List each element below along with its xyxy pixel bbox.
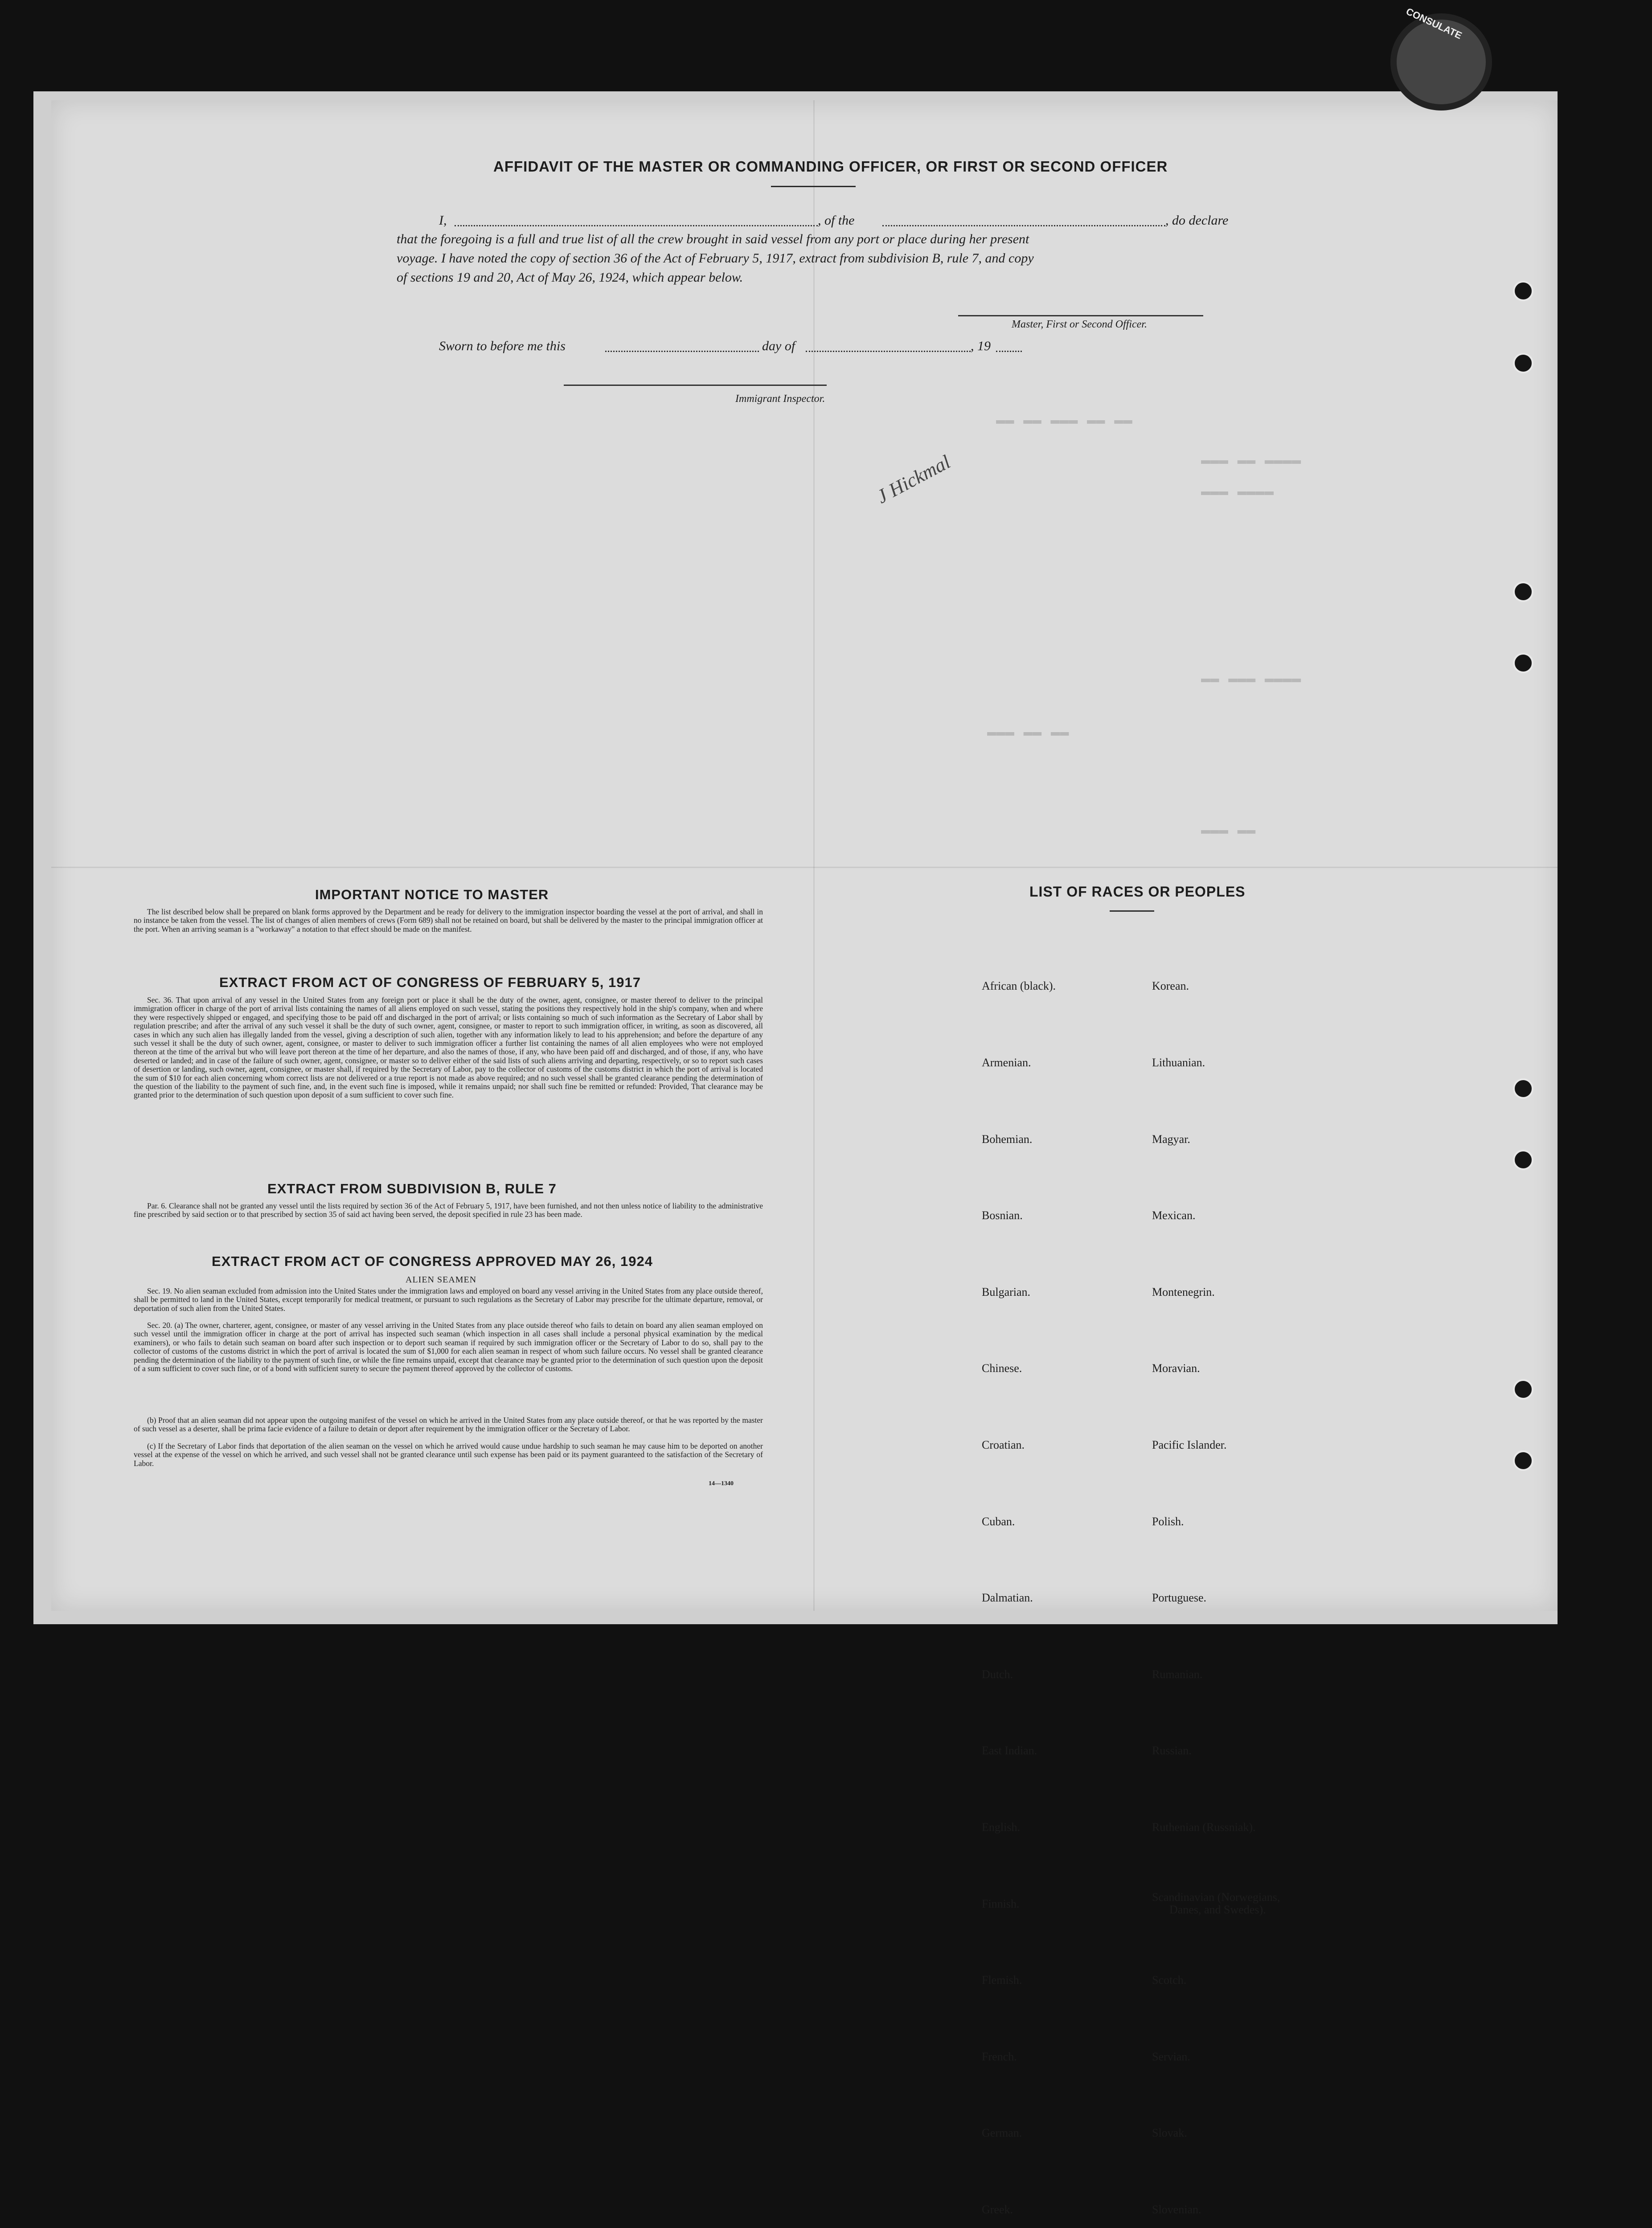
sworn-year: , 19 [971, 339, 991, 353]
fold-line-horizontal [51, 867, 1558, 868]
form-number: 14—1340 [709, 1480, 734, 1487]
vessel-blank[interactable] [882, 225, 1165, 226]
race-item: East Indian. [982, 1744, 1037, 1757]
extract-1924-title: EXTRACT FROM ACT OF CONGRESS APPROVED MAY 26, 1924 [212, 1253, 653, 1269]
race-item: Scandinavian (Norwegians, Danes, and Swedes). [1152, 1890, 1280, 1917]
race-item: Ruthenian (Russniak). [1152, 1820, 1256, 1834]
sec20b-text: (b) Proof that an alien seaman did not appear upon the outgoing manifest of the vessel on which he arrived in the United States from any place outside thereof, or that he was reported by the master of such vessel as a deserter, shall be prima facie evidence of a failure to detain or deport after requirement by the immigration officer or the Secretary of Labor. [134, 1416, 763, 1433]
race-item: Scotch. [1152, 1974, 1187, 1987]
punch-hole [1513, 1379, 1533, 1400]
race-item: Portuguese. [1152, 1591, 1207, 1605]
punch-hole [1513, 653, 1533, 673]
race-item: Russian. [1152, 1744, 1192, 1757]
punch-hole [1513, 281, 1533, 301]
rule7-text: Par. 6. Clearance shall not be granted any vessel until the lists required by section 36 of the Act of February 5, 1917, have been furnished, and not then unless notice of liability to the administrative fine prescribed by said section or to that prescribed by section 35 of said act having been served, the deposit specified in rule 23 has been made. [134, 1201, 763, 1219]
master-signature-line[interactable] [958, 315, 1203, 316]
races-left-column [982, 922, 1056, 2228]
bleed-through-mark: ▬▬▬ ▬▬ ▬▬▬▬ [1201, 452, 1301, 469]
sworn-year-blank[interactable] [996, 351, 1022, 352]
bleed-through-mark: ▬▬▬ ▬▬ ▬▬ [987, 724, 1069, 741]
races-title: LIST OF RACES OR PEOPLES [1029, 884, 1246, 900]
race-item: Montenegrin. [1152, 1285, 1215, 1298]
race-item: Dalmatian. [982, 1591, 1033, 1605]
race-item: Finnish. [982, 1897, 1020, 1910]
race-item: Lithuanian. [1152, 1056, 1205, 1069]
notice-text: The list described below shall be prepared on blank forms approved by the Department and be ready for delivery to the immigration inspector boarding the vessel at the port of arrival, and shall in no instance be taken from the vessel. The list of changes of alien members of crews (Form 689) shall not be retained on board, but shall be delivered by the master to the principal immigration officer at the port. When an arriving seaman is a "workaway" a notation to that effect should be made on the manifest. [134, 907, 763, 934]
sworn-day: day of [762, 339, 795, 353]
affidavit-line1-prefix: I, [439, 213, 447, 228]
race-item: Servian. [1152, 2050, 1190, 2063]
race-item: Croatian. [982, 1438, 1025, 1451]
race-item: Dutch. [982, 1667, 1013, 1681]
race-item: German. [982, 2126, 1022, 2140]
sworn-prefix: Sworn to before me this [439, 339, 566, 353]
race-item: Moravian. [1152, 1362, 1200, 1375]
race-item: Chinese. [982, 1362, 1022, 1375]
notice-title: IMPORTANT NOTICE TO MASTER [315, 887, 549, 902]
fold-line-vertical [813, 100, 815, 1611]
sworn-month-blank[interactable] [806, 351, 971, 352]
affidavit-line3: voyage. I have noted the copy of section 36 of the Act of February 5, 1917, extract from subdivision B, rule 7, and copy [397, 251, 1034, 266]
affidavit-title: AFFIDAVIT OF THE MASTER OR COMMANDING OFFICER, OR FIRST OR SECOND OFFICER [493, 158, 1168, 175]
extract-1924-subtitle: ALIEN SEAMEN [406, 1275, 477, 1285]
race-item: French. [982, 2050, 1017, 2063]
race-item: Armenian. [982, 1056, 1031, 1069]
name-blank[interactable] [455, 225, 818, 226]
race-item: Bohemian. [982, 1132, 1033, 1146]
consulate-stamp-text: CONSULATE [1404, 5, 1464, 41]
race-item: Flemish. [982, 1974, 1022, 1987]
race-item: Cuban. [982, 1515, 1015, 1528]
race-item: Rumanian. [1152, 1667, 1203, 1681]
race-item: Slovak. [1152, 2126, 1187, 2140]
bleed-through-mark: ▬▬▬ ▬▬ [1201, 822, 1256, 839]
race-item: Bulgarian. [982, 1285, 1031, 1298]
race-item: Slovenian. [1152, 2203, 1201, 2216]
race-item: English. [982, 1820, 1020, 1834]
affidavit-line1-mid: , of the [818, 213, 855, 228]
race-item: Korean. [1152, 979, 1189, 993]
inspector-signature-line[interactable] [564, 385, 827, 386]
master-caption: Master, First or Second Officer. [1012, 319, 1147, 330]
race-item: Polish. [1152, 1515, 1184, 1528]
race-item: Greek. [982, 2203, 1013, 2216]
race-item: Mexican. [1152, 1209, 1196, 1222]
punch-hole [1513, 1450, 1533, 1471]
affidavit-line1-suffix: , do declare [1165, 213, 1229, 228]
punch-hole [1513, 582, 1533, 602]
extract-1917-text: Sec. 36. That upon arrival of any vessel in the United States from any foreign port or place it shall be the duty of the owner, agent, consignee, or master thereof to deliver to the principal immigration officer in charge of the port of arrival lists containing the names of all aliens employed on such vessel, stating the positions they respectively hold in the ship's company, when and where they were respectively shipped or engaged, and specifying those to be paid off and discharged in the port of arrival; or lists containing so much of such information as the Secretary of Labor shall by regulation prescribe; and after the arrival of any such vessel it shall be the duty of such owner, agent, consignee, or master to report to such immigration officer, in writing, as soon as discovered, all cases in which any such alien has illegally landed from the vessel, giving a description of such alien, together with any information likely to lead to his apprehension; and before the departure of any such vessel it shall be the duty of such owner, agent, consignee, or master to deliver to such immigration officer a further list containing the names of all alien employees who were not employed thereon at the time of the arrival but who will leave port thereon at the time of her departure, and also the names of those, if any, who have been paid off and discharged, and of those, if any, who have deserted or landed; and in case of the failure of such owner, agent, consignee, or master so to deliver either of the said lists of such aliens arriving and departing, respectively, or so to report such cases of desertion or landing, such owner, agent, consignee, or master shall, if required by the Secretary of Labor, pay to the collector of customs of the customs district in which the port of arrival is located the sum of $10 for each alien concerning whom correct lists are not delivered or a true report is not made as above required; and no such vessel shall be granted clearance pending the determination of the question of the liability to the payment of such fine, and, in the event such fine is imposed, while it remains unpaid; nor shall such fine be remitted or refunded: Provided, That clearance may be granted prior to the determination of such question upon deposit of a sum sufficient to cover such fine. [134, 995, 763, 1100]
races-rule [1110, 910, 1154, 912]
rule7-title: EXTRACT FROM SUBDIVISION B, RULE 7 [267, 1181, 557, 1196]
title-rule [771, 186, 856, 187]
races-right-column [1152, 922, 1284, 2228]
sec20c-text: (c) If the Secretary of Labor finds that deportation of the alien seaman on the vessel on which he arrived would cause undue hardship to such seaman he may cause him to be deported on another vessel at the expense of the vessel on which he arrived, and such vessel shall not be granted clearance until such expense has been paid or its payment guaranteed to the satisfaction of the Secretary of Labor. [134, 1442, 763, 1468]
race-item: Pacific Islander. [1152, 1438, 1227, 1451]
race-item: African (black). [982, 979, 1056, 993]
extract-1917-title: EXTRACT FROM ACT OF CONGRESS OF FEBRUARY 5, 1917 [219, 975, 641, 990]
race-item: Magyar. [1152, 1132, 1190, 1146]
sec20a-text: Sec. 20. (a) The owner, charterer, agent, consignee, or master of any vessel arriving in the United States from any place outside thereof who fails to detain on board any alien seaman employed on such vessel until the immigration officer in charge at the port of arrival has inspected such seaman (which inspection in all cases shall include a personal physical examination by the medical examiners), or who fails to detain such seaman on board after such inspection or to deport such seaman if required by such immigration officer or the Secretary of Labor to do so, shall pay to the collector of customs of the customs district in which the port of arrival is located the sum of $1,000 for each alien seaman in respect of whom such failure occurs. No vessel shall be granted clearance pending the determination of the liability to the payment of such fine, or while the fine remains unpaid, except that clearance may be granted prior to the determination of such question upon the deposit of a sum sufficient to cover such fine, or of a bond with sufficient surety to secure the payment thereof approved by the collector of customs. [134, 1321, 763, 1373]
race-item: Bosnian. [982, 1209, 1023, 1222]
bleed-through-mark: ▬▬ ▬▬▬ ▬▬▬▬ [1201, 671, 1301, 688]
punch-hole [1513, 353, 1533, 373]
punch-hole [1513, 1078, 1533, 1099]
inspector-caption: Immigrant Inspector. [735, 393, 825, 405]
sec19-text: Sec. 19. No alien seaman excluded from admission into the United States under the immigration laws and employed on board any vessel arriving in the United States from any place outside thereof, shall be permitted to land in the United States, except temporarily for medical treatment, or pursuant to such regulations as the Secretary of Labor may prescribe for the ultimate departure, removal, or deportation of such alien from the United States. [134, 1286, 763, 1313]
bleed-through-mark: ▬▬▬ ▬▬▬▬ [1201, 483, 1274, 500]
document-page [51, 100, 1558, 1611]
bleed-through-mark: ▬▬ ▬▬ ▬▬▬ ▬▬ ▬▬ [996, 412, 1133, 429]
affidavit-line2: that the foregoing is a full and true list of all the crew brought in said vessel from any port or place during her present [397, 232, 1029, 246]
handwritten-signature: J Hickmal [873, 451, 954, 508]
punch-hole [1513, 1150, 1533, 1170]
affidavit-line4: of sections 19 and 20, Act of May 26, 1924, which appear below. [397, 270, 743, 285]
sworn-date-blank[interactable] [605, 351, 759, 352]
